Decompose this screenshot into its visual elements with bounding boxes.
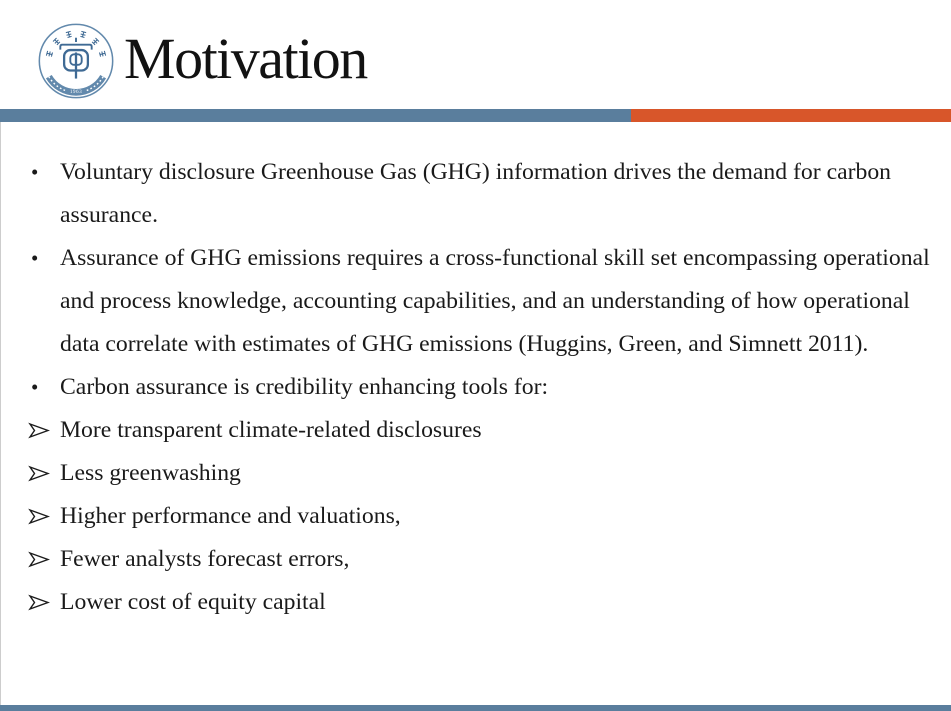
bottom-accent-bar <box>0 705 951 711</box>
bullet-item <box>0 237 945 366</box>
seal-year-text: 1963 <box>69 88 83 95</box>
arrow-item-text: More transparent climate-related disclosures <box>60 417 482 443</box>
arrow-list-item <box>0 452 945 495</box>
page-title: Motivation <box>124 26 367 91</box>
university-seal-svg <box>38 23 114 99</box>
bullet-text: Assurance of GHG emissions requires a cross-functional skill set encompassing operational and process knowledge, accounting capabilities, and an understanding of how operational data correlate with estimates of GHG emissions (Huggins, Green, and Simnett 2011). <box>60 245 930 357</box>
arrow-bullet-icon <box>28 551 50 568</box>
bullet-item <box>0 366 945 409</box>
accent-bar-blue-segment <box>0 109 631 122</box>
bullet-item <box>0 151 945 237</box>
disc-bullet-icon: • <box>31 160 39 184</box>
accent-bar-orange-segment <box>631 109 951 122</box>
bullet-text: Voluntary disclosure Greenhouse Gas (GHG) information drives the demand for carbon assurance. <box>60 159 892 228</box>
bullet-text: Carbon assurance is credibility enhancing tools for: <box>60 374 549 400</box>
arrow-list-item <box>0 581 945 624</box>
arrow-item-text: Fewer analysts forecast errors, <box>60 546 350 572</box>
slide-body <box>0 151 951 624</box>
arrow-item-text: Lower cost of equity capital <box>60 589 326 615</box>
arrow-bullet-icon <box>28 508 50 525</box>
arrow-bullet-icon <box>28 465 50 482</box>
arrow-bullet-icon <box>28 422 50 439</box>
arrow-list-item <box>0 538 945 581</box>
arrow-bullet-icon <box>28 594 50 611</box>
slide-header <box>0 0 951 109</box>
accent-bar <box>0 109 951 122</box>
disc-bullet-icon: • <box>31 375 39 399</box>
arrow-item-text: Less greenwashing <box>60 460 241 486</box>
arrow-item-text: Higher performance and valuations, <box>60 503 401 529</box>
disc-bullet-icon: • <box>31 246 39 270</box>
arrow-list-item <box>0 495 945 538</box>
university-seal-icon <box>38 23 114 99</box>
arrow-list-item <box>0 409 945 452</box>
